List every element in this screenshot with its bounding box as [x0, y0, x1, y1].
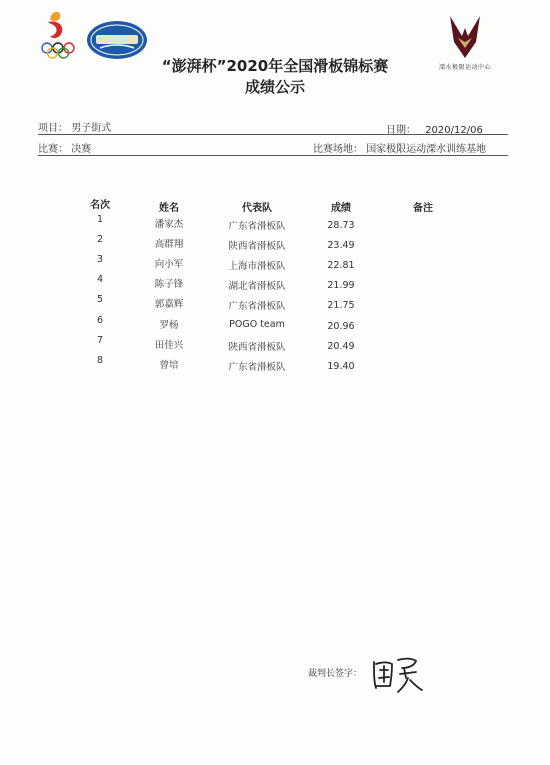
- round-label: 比赛：: [38, 144, 68, 155]
- date-label: 日期：: [386, 125, 416, 136]
- row-5-team: 广东省滑板队: [228, 301, 286, 312]
- row-7-team: 陕西省滑板队: [228, 342, 286, 353]
- row-6-rank: 6: [96, 315, 104, 326]
- row-5-name: 郭嘉辉: [154, 299, 184, 310]
- round-field: [38, 140, 91, 155]
- association-emblem-icon: [86, 20, 148, 60]
- row-5-rank: 5: [96, 294, 104, 305]
- row-2-team: 陕西省滑板队: [228, 241, 286, 252]
- venue-label: 比赛场地：: [313, 144, 363, 155]
- handwritten-signature-icon: [370, 652, 426, 698]
- row-7-rank: 7: [96, 335, 104, 346]
- project-value: 男子街式: [71, 123, 112, 134]
- header-name: 姓名: [159, 203, 179, 214]
- row-1-score: 28.73: [327, 220, 355, 231]
- date-value: 2020/12/06: [425, 125, 483, 136]
- row-1-rank: 1: [96, 214, 104, 225]
- header-rank: 名次: [90, 200, 110, 211]
- row-5-score: 21.75: [327, 300, 355, 311]
- row-4-score: 21.99: [327, 280, 355, 291]
- row-8-team: 广东省滑板队: [228, 362, 286, 373]
- project-label: 项目：: [38, 123, 68, 134]
- row-2-name: 高群翔: [154, 239, 184, 250]
- row-8-rank: 8: [96, 355, 104, 366]
- row-3-team: 上海市滑板队: [228, 261, 286, 272]
- row-3-rank: 3: [96, 254, 104, 265]
- row-8-score: 19.40: [327, 361, 355, 372]
- venue-logo-text: 溧水极限运动中心: [438, 64, 491, 71]
- header-note: 备注: [413, 203, 433, 214]
- signature-label: 裁判长签字：: [308, 669, 363, 679]
- project-field: [38, 119, 111, 134]
- row-6-team: POGO team: [229, 319, 285, 330]
- row-2-score: 23.49: [327, 240, 355, 251]
- row-7-name: 田佳兴: [154, 340, 184, 351]
- row-4-name: 陈子锋: [154, 279, 184, 290]
- divider-top: [38, 134, 508, 135]
- row-6-score: 20.96: [327, 321, 355, 332]
- row-2-rank: 2: [96, 234, 104, 245]
- row-6-name: 罗杨: [159, 320, 179, 331]
- row-7-score: 20.49: [327, 341, 355, 352]
- header-team: 代表队: [242, 203, 272, 214]
- row-4-rank: 4: [96, 274, 104, 285]
- header-score: 成绩: [331, 203, 351, 214]
- page-subtitle: 成绩公示: [244, 78, 305, 96]
- row-4-team: 湖北省滑板队: [228, 281, 286, 292]
- row-8-name: 曾培: [159, 360, 179, 371]
- row-1-team: 广东省滑板队: [228, 221, 286, 232]
- divider-bottom: [38, 155, 508, 156]
- venue-value: 国家极限运动溧水训练基地: [366, 144, 487, 155]
- page-title: “澎湃杯”2020年全国滑板锦标赛: [161, 57, 389, 75]
- row-3-name: 向小军: [154, 259, 184, 270]
- venue-field: [313, 140, 486, 155]
- round-value: 决赛: [71, 144, 92, 155]
- row-1-name: 潘家杰: [154, 219, 184, 230]
- row-3-score: 22.81: [327, 260, 355, 271]
